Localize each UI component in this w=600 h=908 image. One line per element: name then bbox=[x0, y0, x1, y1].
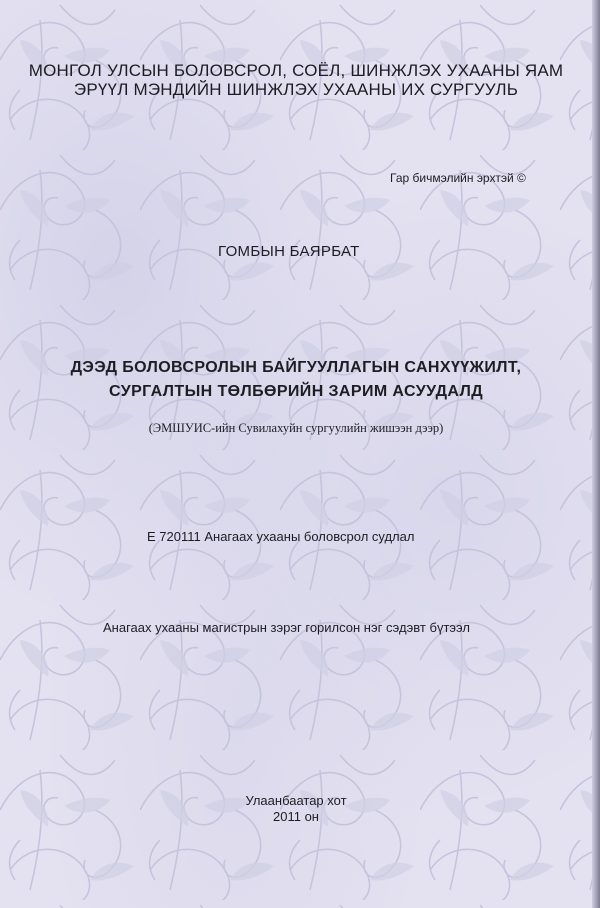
thesis-title-line-2: СУРГАЛТЫН ТӨЛБӨРИЙН ЗАРИМ АСУУДАЛД bbox=[109, 383, 483, 400]
copyright-notice: Гар бичмэлийн эрхтэй © bbox=[390, 171, 526, 185]
specialty-code: Е 720111 Анагаах ухааны боловсрол судлал bbox=[147, 529, 415, 544]
degree-statement: Анагаах ухааны магистрын зэрэг горилсон нэг сэдэвт бүтээл bbox=[103, 620, 470, 635]
ministry-name: МОНГОЛ УЛСЫН БОЛОВСРОЛ, СОЁЛ, ШИНЖЛЭХ УХААНЫ ЯАМ bbox=[28, 61, 564, 80]
author-name: ГОМБЫН БАЯРБАТ bbox=[218, 243, 360, 260]
thesis-subtitle: (ЭМШУИС-ийн Сувилахуйн сургуулийн жишээн дээр) bbox=[148, 421, 444, 435]
place-year: 2011 он bbox=[273, 809, 319, 824]
place-city: Улаанбаатар хот bbox=[245, 793, 347, 808]
university-name: ЭРҮҮЛ МЭНДИЙН ШИНЖЛЭХ УХААНЫ ИХ СУРГУУЛЬ bbox=[73, 80, 519, 99]
page-edge-shadow bbox=[592, 0, 600, 908]
thesis-title-line-1: ДЭЭД БОЛОВСРОЛЫН БАЙГУУЛЛАГЫН САНХҮҮЖИЛТ, bbox=[70, 359, 522, 376]
